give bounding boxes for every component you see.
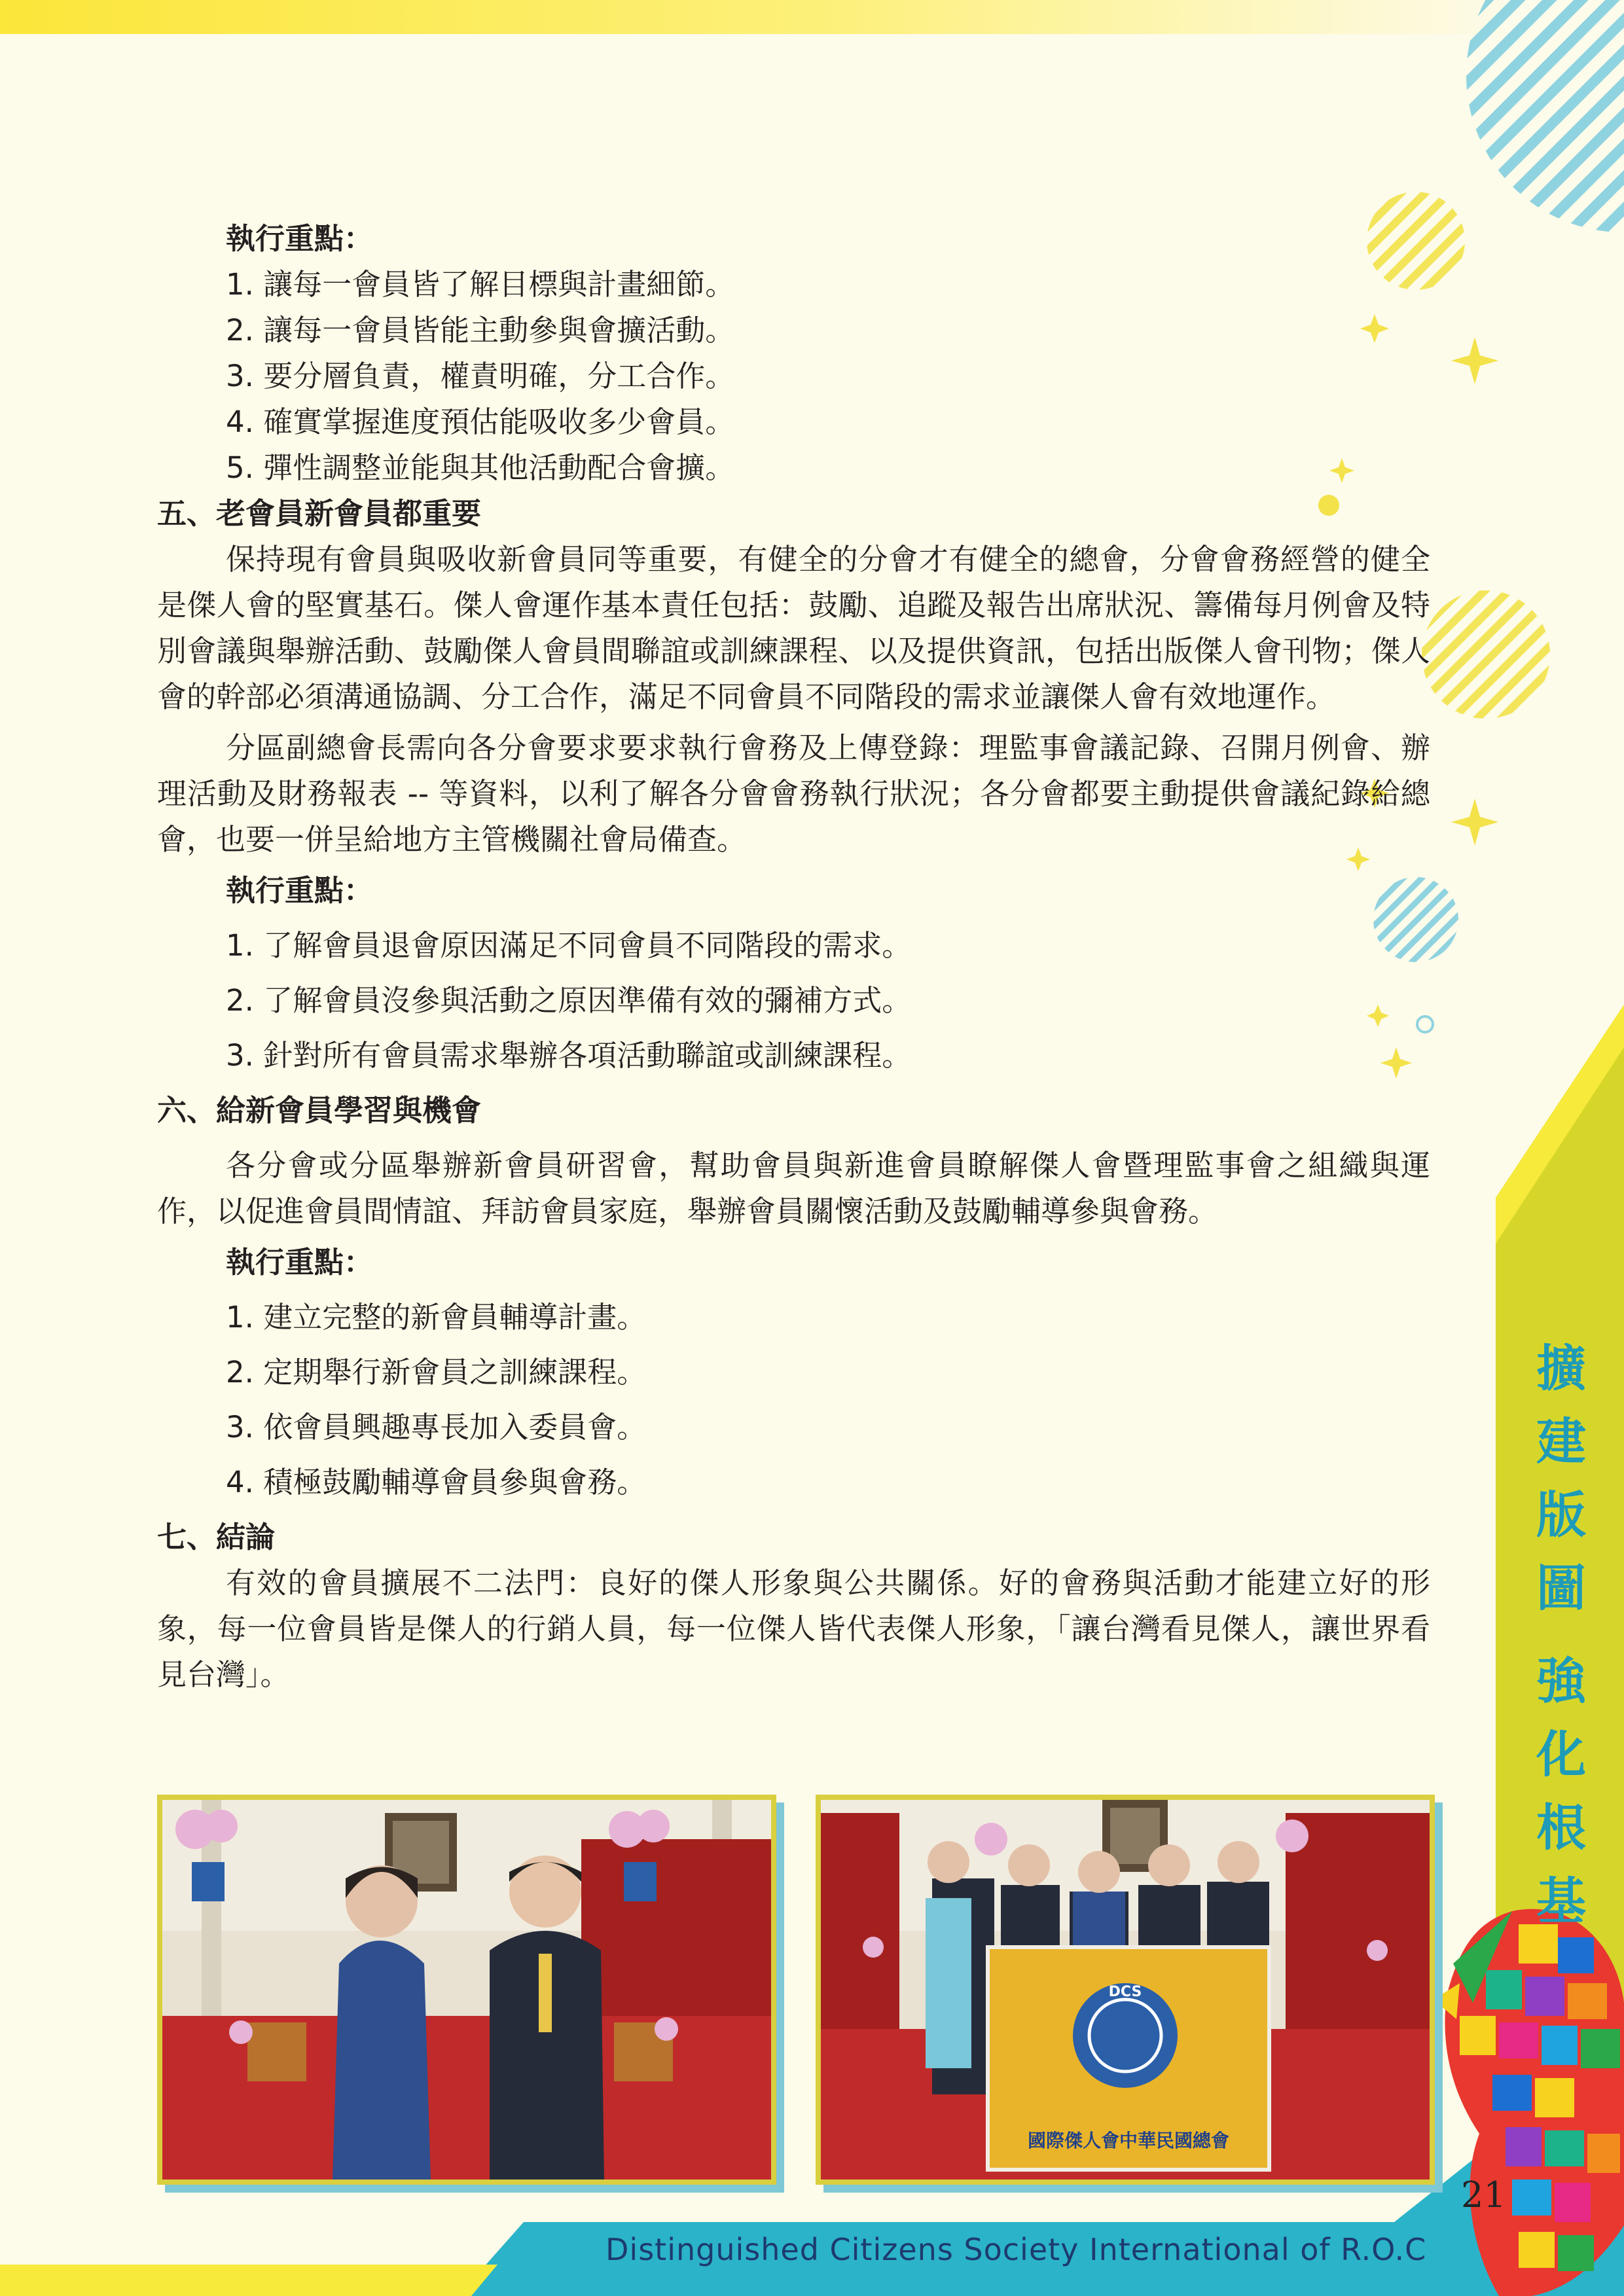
paragraph: 有效的會員擴展不二法門：良好的傑人形象與公共關係。好的會務與活動才能建立好的形象，每一位會員皆是傑人的行銷人員，每一位傑人皆代表傑人形象，「讓台灣看見傑人，讓世界看見台灣」。	[157, 1566, 1430, 1692]
side-title-char: 擴	[1536, 1339, 1586, 1397]
paragraph: 各分會或分區舉辦新會員研習會，幫助會員與新進會員瞭解傑人會暨理監事會之組織與運作，以促進會員間情誼、拜訪會員家庭，舉辦會員關懷活動及鼓勵輔導參與會務。	[157, 1148, 1430, 1229]
photo-two-people	[157, 1795, 776, 2185]
list-item: 5. 彈性調整並能與其他活動配合會擴。	[226, 450, 735, 485]
side-title-char: 根	[1536, 1799, 1586, 1857]
side-title	[1528, 1332, 1594, 1938]
section-heading: 五、老會員新會員都重要	[157, 496, 482, 531]
list-item: 2. 了解會員沒參與活動之原因準備有效的彌補方式。	[226, 983, 912, 1018]
list-item: 1. 讓每一會員皆了解目標與計畫細節。	[226, 267, 735, 302]
page-number: 21	[1461, 2174, 1506, 2215]
list-item: 2. 定期舉行新會員之訓練課程。	[226, 1355, 647, 1390]
exec-points-label: 執行重點：	[226, 873, 374, 908]
paragraph: 保持現有會員與吸收新會員同等重要，有健全的分會才有健全的總會，分會會務經營的健全是傑人會的堅實基石。傑人會運作基本責任包括：鼓勵、追蹤及報告出席狀況、籌備每月例會及特別會議與舉辦活動、鼓勵傑人會員間聯誼或訓練課程、以及提供資訊，包括出版傑人會刊物；傑人會的幹部必須溝通協調、分工合作，滿足不同會員不同階段的需求並讓傑人會有效地運作。	[157, 542, 1430, 714]
list-item: 1. 了解會員退會原因滿足不同會員不同階段的需求。	[226, 928, 912, 963]
list-item: 4. 積極鼓勵輔導會員參與會務。	[226, 1465, 647, 1499]
side-title-char: 版	[1536, 1486, 1586, 1544]
footer-organization-name: Distinguished Citizens Society International of R.O.C	[605, 2232, 1427, 2267]
article-body	[157, 216, 1430, 1703]
striped-circle-decoration	[1466, 0, 1624, 232]
list-item: 1. 建立完整的新會員輔導計畫。	[226, 1300, 647, 1335]
side-title-gap	[1528, 1625, 1594, 1645]
section-heading: 六、給新會員學習與機會	[157, 1093, 482, 1128]
side-title-char: 化	[1536, 1725, 1586, 1784]
flag-emblem-text: DCS	[1108, 1984, 1142, 2000]
side-title-char: 建	[1536, 1412, 1586, 1471]
striped-circle-decoration	[1422, 590, 1550, 719]
exec-points-label: 執行重點：	[226, 221, 374, 256]
flag-text: 國際傑人會中華民國總會	[1027, 2130, 1230, 2151]
paragraph: 分區副總會長需向各分會要求要求執行會務及上傳登錄：理監事會議記錄、召開月例會、辦理活動及財務報表 -- 等資料，以利了解各分會會務執行狀況；各分會都要主動提供會議紀錄給總會，也要一併呈給地方主管機關社會局備查。	[157, 730, 1430, 857]
list-item: 2. 讓每一會員皆能主動參與會擴活動。	[226, 313, 735, 348]
photo-group-with-flag	[816, 1795, 1435, 2185]
section-heading: 七、結論	[157, 1520, 276, 1554]
list-item: 3. 依會員興趣專長加入委員會。	[226, 1410, 647, 1444]
list-item: 3. 針對所有會員需求舉辦各項活動聯誼或訓練課程。	[226, 1038, 912, 1073]
list-item: 3. 要分層負責，權責明確，分工合作。	[226, 359, 735, 393]
side-title-char: 圖	[1536, 1559, 1586, 1617]
exec-points-label: 執行重點：	[226, 1245, 374, 1280]
side-title-char: 強	[1536, 1652, 1586, 1710]
list-item: 4. 確實掌握進度預估能吸收多少會員。	[226, 404, 735, 439]
side-title-char: 基	[1536, 1872, 1586, 1930]
footer-yellow-bar	[0, 2265, 497, 2296]
